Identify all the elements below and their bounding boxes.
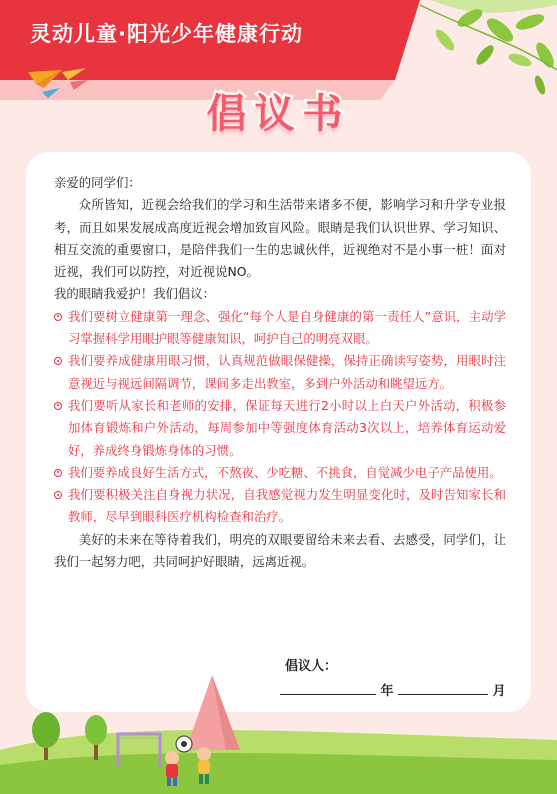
list-item — [54, 484, 506, 529]
letter-body — [54, 172, 506, 573]
year-label: 年 — [380, 684, 394, 699]
signature-label: 倡议人： — [285, 659, 338, 674]
call-to-action: 我的眼睛我爱护！我们倡议： — [54, 286, 216, 302]
page-title: 倡议书 — [206, 90, 351, 137]
list-item — [54, 462, 506, 484]
proposal-list — [54, 306, 506, 529]
list-item-text: 我们要积极关注自身视力状况，自我感觉视力发生明显变化时，及时告知家长和教师，尽早到眼科医疗机构检查和治疗。 — [68, 487, 506, 525]
bullet-icon — [54, 469, 62, 477]
playground-illustration — [0, 660, 557, 794]
closing-paragraph: 美好的未来在等待着我们，明亮的双眼要留给未来去看、去感受，同学们，让我们一起努力吧，共同呵护好眼睛，远离近视。 — [54, 531, 506, 570]
list-item-text: 我们要养成良好生活方式，不熬夜、少吃糖、不挑食，自觉减少电子产品使用。 — [68, 464, 502, 480]
bullet-icon — [54, 402, 62, 410]
list-item — [54, 395, 506, 462]
intro-paragraph: 众所皆知，近视会给我们的学习和生活带来诸多不便，影响学习和升学专业报考，而且如果发展成高度近视会增加致盲风险。眼睛是我们认识世界、学习知识、相互交流的重要窗口，是陪伴我们一生的忠诚伙伴，近视绝对不是小事一桩！面对近视，我们可以防控，对近视说NO。 — [54, 197, 506, 280]
list-item-text: 我们要养成健康用眼习惯，认真规范做眼保健操，保持正确读写姿势，用眼时注意视近与视远间隔调节，课间多走出教室，多到户外活动和眺望远方。 — [68, 353, 506, 391]
list-item-text: 我们要树立健康第一理念、强化“每个人是自身健康的第一责任人”意识，主动学习掌握科学用眼护眼等健康知识，呵护自己的明亮双眼。 — [68, 308, 506, 347]
bullet-icon — [54, 357, 62, 365]
greeting: 亲爱的同学们： — [54, 175, 141, 190]
month-label: 月 — [492, 684, 506, 699]
bullet-icon — [54, 313, 62, 321]
banner-title: 灵动儿童·阳光少年健康行动 — [30, 22, 303, 46]
list-item-text: 我们要听从家长和老师的安排，保证每天进行2小时以上白天户外活动，积极参加体育锻炼和户外活动，每周参加中等强度体育活动3次以上，培养体育运动爱好，养成终身锻炼身体的习惯。 — [68, 397, 506, 458]
list-item — [54, 306, 506, 351]
list-item — [54, 350, 506, 395]
bullet-icon — [54, 491, 62, 499]
football-icon — [176, 736, 192, 752]
